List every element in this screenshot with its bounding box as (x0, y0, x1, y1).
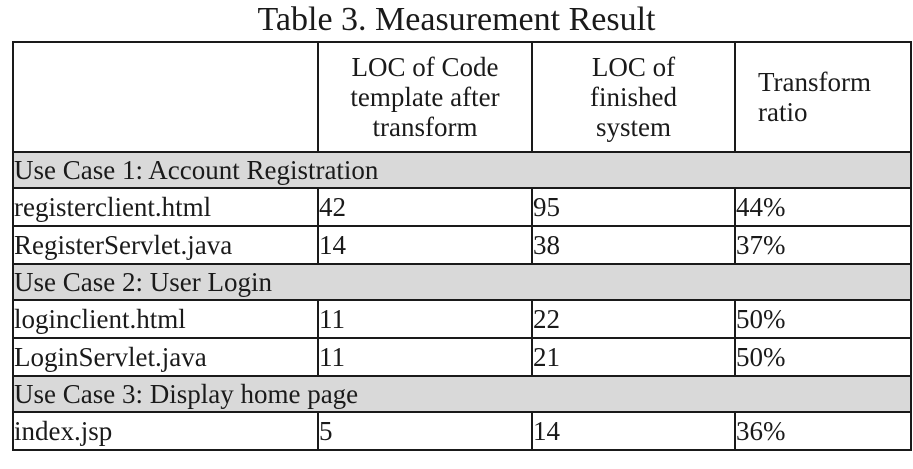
ratio-cell: 50% (735, 300, 911, 338)
header-loc-finished: LOC of finished system (532, 42, 735, 152)
loc-template-cell: 11 (318, 338, 532, 376)
loc-template-cell: 5 (318, 412, 532, 450)
measurement-table (12, 41, 912, 451)
loc-template-cell: 14 (318, 226, 532, 264)
header-transform-ratio: Transform ratio (735, 42, 911, 152)
section-row (13, 264, 911, 300)
loc-finished-cell: 21 (532, 338, 735, 376)
ratio-cell: 36% (735, 412, 911, 450)
table-row (13, 226, 911, 264)
table-caption: Table 3. Measurement Result (257, 1, 656, 38)
ratio-cell: 44% (735, 188, 911, 226)
section-row (13, 376, 911, 412)
loc-finished-cell: 95 (532, 188, 735, 226)
section-row (13, 152, 911, 188)
section-title: Use Case 1: Account Registration (13, 152, 911, 188)
ratio-cell: 50% (735, 338, 911, 376)
table-row (13, 300, 911, 338)
file-name-cell: loginclient.html (13, 300, 318, 338)
section-title: Use Case 3: Display home page (13, 376, 911, 412)
file-name-cell: RegisterServlet.java (13, 226, 318, 264)
table-row (13, 412, 911, 450)
loc-finished-cell: 22 (532, 300, 735, 338)
file-name-cell: LoginServlet.java (13, 338, 318, 376)
ratio-cell: 37% (735, 226, 911, 264)
loc-finished-cell: 14 (532, 412, 735, 450)
header-empty-cell (13, 42, 318, 152)
table-row (13, 188, 911, 226)
section-title: Use Case 2: User Login (13, 264, 911, 300)
header-row (13, 42, 911, 152)
header-loc-template: LOC of Code template after transform (318, 42, 532, 152)
loc-template-cell: 42 (318, 188, 532, 226)
file-name-cell: index.jsp (13, 412, 318, 450)
file-name-cell: registerclient.html (13, 188, 318, 226)
loc-finished-cell: 38 (532, 226, 735, 264)
loc-template-cell: 11 (318, 300, 532, 338)
table-row (13, 338, 911, 376)
